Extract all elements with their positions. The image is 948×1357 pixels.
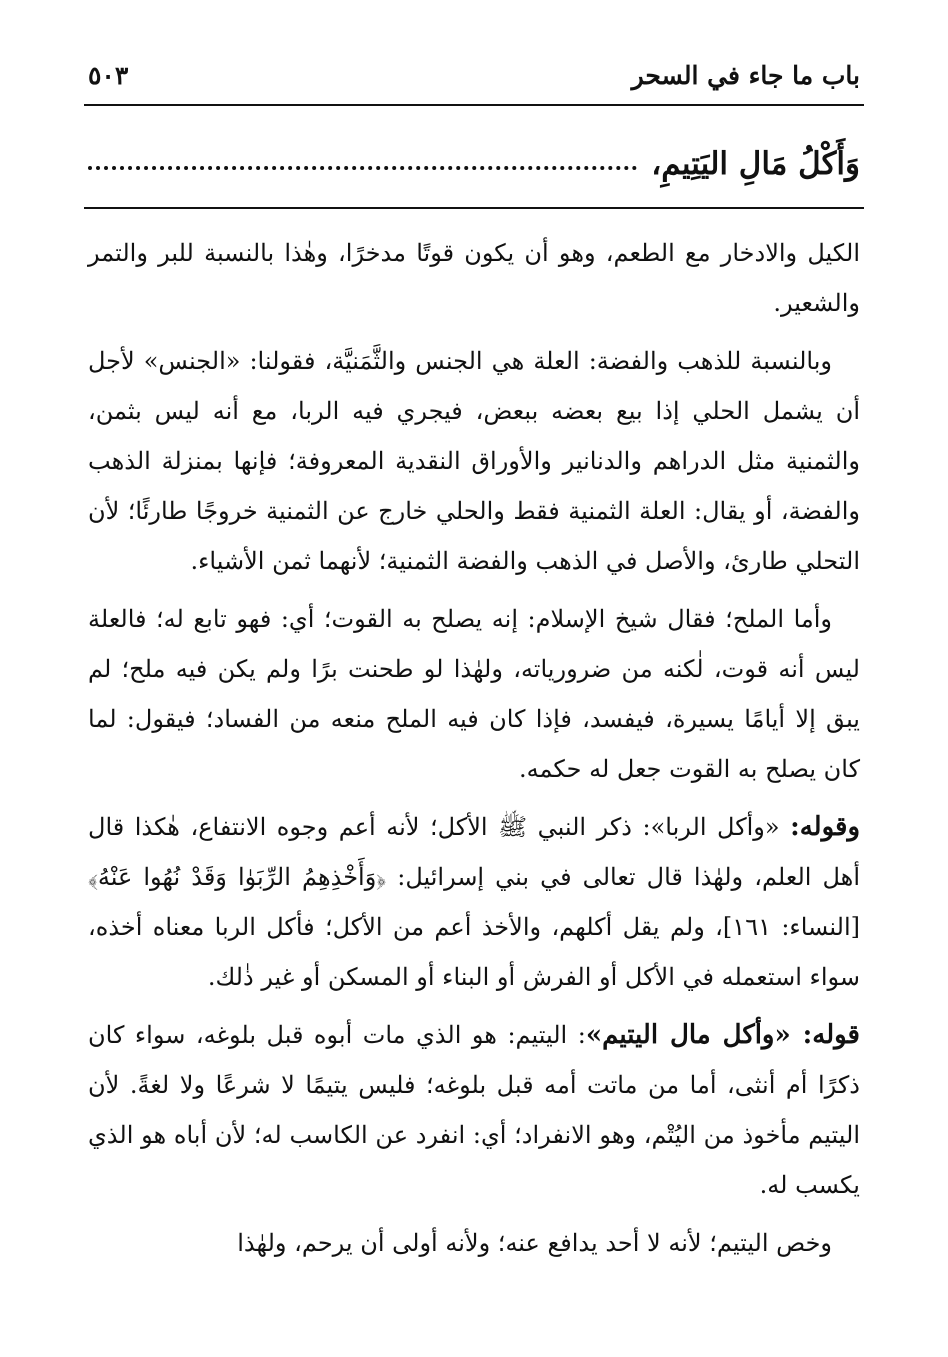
paragraph (88, 1218, 860, 1268)
matn-heading (88, 136, 860, 192)
page-number: ٥٠٣ (88, 61, 129, 90)
paragraph-lead: وقوله: (790, 812, 860, 842)
paragraph-text: وأما الملح؛ فقال شيخ الإسلام: إنه يصلح به القوت؛ أي: فهو تابع له؛ فالعلة ليس أنه قوت، لٰكنه من ضرورياته، ولهٰذا لو طحنت برًا ولم يكن فيه ملح؛ لم يبق إلا أيامًا يسيرة، فيفسد، فإذا كان فيه الملح منعه من الفساد؛ فيقول: لما كان يصلح به القوت جعل له حكمه. (88, 605, 860, 783)
paragraph-text: الكيل والادخار مع الطعم، وهو أن يكون قوتًا مدخرًا، وهٰذا بالنسبة للبر والتمر والشعير. (88, 239, 860, 317)
commentary-body (88, 228, 860, 1276)
paragraph (88, 1010, 860, 1210)
paragraph (88, 336, 860, 586)
paragraph (88, 802, 860, 1002)
paragraph (88, 228, 860, 328)
matn-divider (84, 207, 864, 209)
chapter-title: باب ما جاء في السحر (631, 61, 860, 90)
paragraph-text: «وأكل الربا»: ذكر النبي ﷺ الأكل؛ لأنه أعم وجوه الانتفاع، هٰكذا قال أهل العلم، ولهٰذا قال تعالى في بني إسرائيل: ﴿وَأَخْذِهِمُ الرِّبَوٰا وَقَدْ نُهُوا عَنْهُ﴾ [النساء: ١٦١]، ولم يقل أكلهم، والأخذ أعم من الأكل؛ فأكل الربا معناه أخذه، سواء استعمله في الأكل أو الفرش أو البناء أو المسكن أو غير ذٰلك. (88, 813, 860, 991)
paragraph-lead: قوله: «وأكل مال اليتيم» (585, 1020, 860, 1050)
matn-text: وَأَكْلُ مَالِ اليَتِيمِ، (651, 146, 860, 182)
dotted-leader (88, 166, 637, 170)
header-divider (84, 104, 864, 106)
paragraph-text: : اليتيم: هو الذي مات أبوه قبل بلوغه، سواء كان ذكرًا أم أنثى، أما من ماتت أمه قبل بلوغه؛ فليس يتيمًا لا شرعًا ولا لغةً. لأن اليتيم مأخوذ من اليُتْم، وهو الانفراد؛ أي: انفرد عن الكاسب له؛ لأن أباه هو الذي يكسب له. (88, 1021, 860, 1199)
paragraph (88, 594, 860, 794)
paragraph-text: وخص اليتيم؛ لأنه لا أحد يدافع عنه؛ ولأنه أولى أن يرحم، ولهٰذا (237, 1229, 832, 1257)
paragraph-text: وبالنسبة للذهب والفضة: العلة هي الجنس والثَّمَنيَّة، فقولنا: «الجنس» لأجل أن يشمل الحلي إذا بيع بعضه ببعض، فيجري فيه الربا، مع أنه ليس بثمن، والثمنية مثل الدراهم والدنانير والأوراق النقدية المعروفة؛ فإنها بمنزلة الذهب والفضة، أو يقال: العلة الثمنية فقط والحلي خارج عن الثمنية خروجًا طارئًا؛ لأن التحلي طارئ، والأصل في الذهب والفضة الثمنية؛ لأنهما ثمن الأشياء. (88, 347, 860, 575)
running-header (88, 56, 860, 96)
